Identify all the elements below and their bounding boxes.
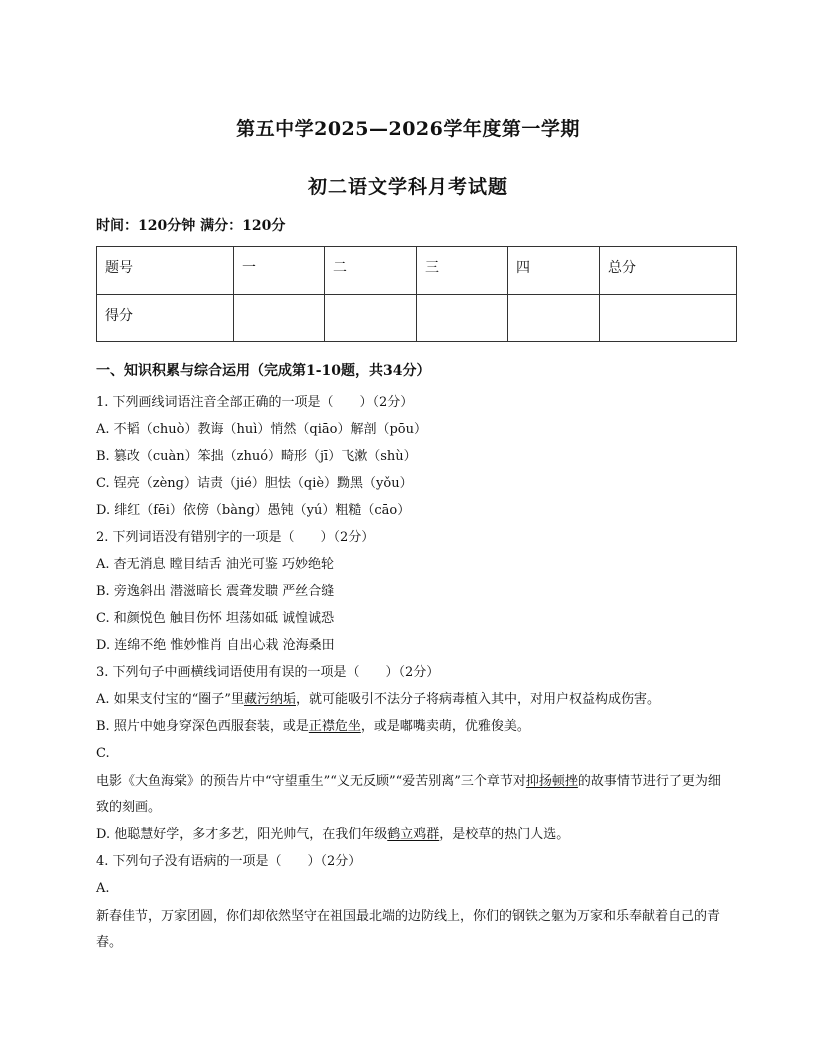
q3-b-rest: ，或是嘟嘴卖萌，优雅俊美。: [360, 719, 530, 734]
score-cell-4[interactable]: [508, 294, 600, 342]
q2-stem: 2. 下列词语没有错别字的一项是（ ）（2分）: [96, 530, 375, 545]
q1-stem: 1. 下列画线词语注音全部正确的一项是（ ）（2分）: [96, 395, 414, 410]
exam-title: 第五中学2025—2026学年度第一学期: [236, 118, 580, 140]
exam-meta: 时间：120分钟 满分：120分: [96, 218, 286, 234]
score-cell-3[interactable]: [417, 294, 508, 342]
q3-d-rest: ，是校草的热门人选。: [439, 827, 570, 842]
q3-d-underlined: 鹤立鸡群: [387, 827, 440, 842]
score-header-cell: 总分: [600, 247, 737, 295]
questions-body: [96, 393, 726, 960]
q3-option-a: [96, 690, 726, 709]
score-header-cell: 题号: [97, 247, 234, 295]
q3-b-underlined: 正襟危坐: [308, 719, 361, 734]
q3-c-rest: 的故事情节进行了更为细致的刻画。: [96, 774, 721, 815]
q3-a-underlined: 藏污纳垢: [243, 692, 296, 707]
score-cell-total[interactable]: [600, 294, 737, 342]
q3-c-text: 电影《大鱼海棠》的预告片中“守望重生”“义无反顾”“爱苦别离”三个章节对: [96, 774, 526, 789]
score-header-cell: 一: [234, 247, 325, 295]
q4-stem: 4. 下列句子没有语病的一项是（ ）（2分）: [96, 854, 362, 869]
score-header-cell: 二: [325, 247, 417, 295]
q3-option-c: [96, 769, 726, 821]
q4-option-a: 新春佳节，万家团圆，你们却依然坚守在祖国最北端的边防线上，你们的钢铁之躯为万家和乐奉献着自己的青春。: [96, 909, 721, 950]
score-cell-2[interactable]: [325, 294, 417, 342]
q2-option-a: A. 杳无消息 瞠目结舌 油光可鉴 巧妙绝轮: [96, 557, 335, 572]
q3-b-text: B. 照片中她身穿深色西服套装，或是: [96, 719, 309, 734]
q4-option-a-label: A.: [96, 881, 110, 896]
q3-option-d: [96, 825, 726, 844]
q3-d-text: D. 他聪慧好学，多才多艺，阳光帅气，在我们年级: [96, 827, 388, 842]
q3-option-c-label: C.: [96, 746, 110, 761]
q2-option-d: D. 连绵不绝 惟妙惟肖 自出心栽 沧海桑田: [96, 638, 335, 653]
score-table-header-row: [97, 247, 737, 295]
score-row-label: 得分: [97, 294, 234, 342]
score-table: [96, 246, 737, 342]
q3-a-rest: ，就可能吸引不法分子将病毒植入其中，对用户权益构成伤害。: [295, 692, 660, 707]
score-header-cell: 三: [417, 247, 508, 295]
score-table-score-row: [97, 294, 737, 342]
score-header-cell: 四: [508, 247, 600, 295]
score-cell-1[interactable]: [234, 294, 325, 342]
q1-option-b: B. 篡改（cuàn）笨拙（zhuó）畸形（jī）飞漱（shù）: [96, 449, 417, 464]
exam-subtitle: 初二语文学科月考试题: [307, 176, 508, 198]
q1-option-c: C. 锃亮（zèng）诘责（jié）胆怯（qiè）黝黑（yǒu）: [96, 476, 413, 491]
q3-c-underlined: 抑扬顿挫: [525, 774, 578, 789]
q1-option-a: A. 不韬（chuò）教诲（huì）悄然（qiāo）解剖（pōu）: [96, 422, 427, 437]
section-title: 一、知识积累与综合运用（完成第1-10题，共34分）: [96, 363, 431, 379]
q2-option-c: C. 和颜悦色 触目伤怀 坦荡如砥 诚惶诚恐: [96, 611, 335, 626]
q1-option-d: D. 绯红（fēi）依傍（bàng）愚钝（yú）粗糙（cāo）: [96, 503, 411, 518]
q3-stem: 3. 下列句子中画横线词语使用有误的一项是（ ）（2分）: [96, 665, 440, 680]
q3-a-text: A. 如果支付宝的“圈子”里: [96, 692, 244, 707]
q3-option-b: [96, 717, 726, 736]
q2-option-b: B. 旁逸斜出 潜滋暗长 震聋发聩 严丝合缝: [96, 584, 335, 599]
